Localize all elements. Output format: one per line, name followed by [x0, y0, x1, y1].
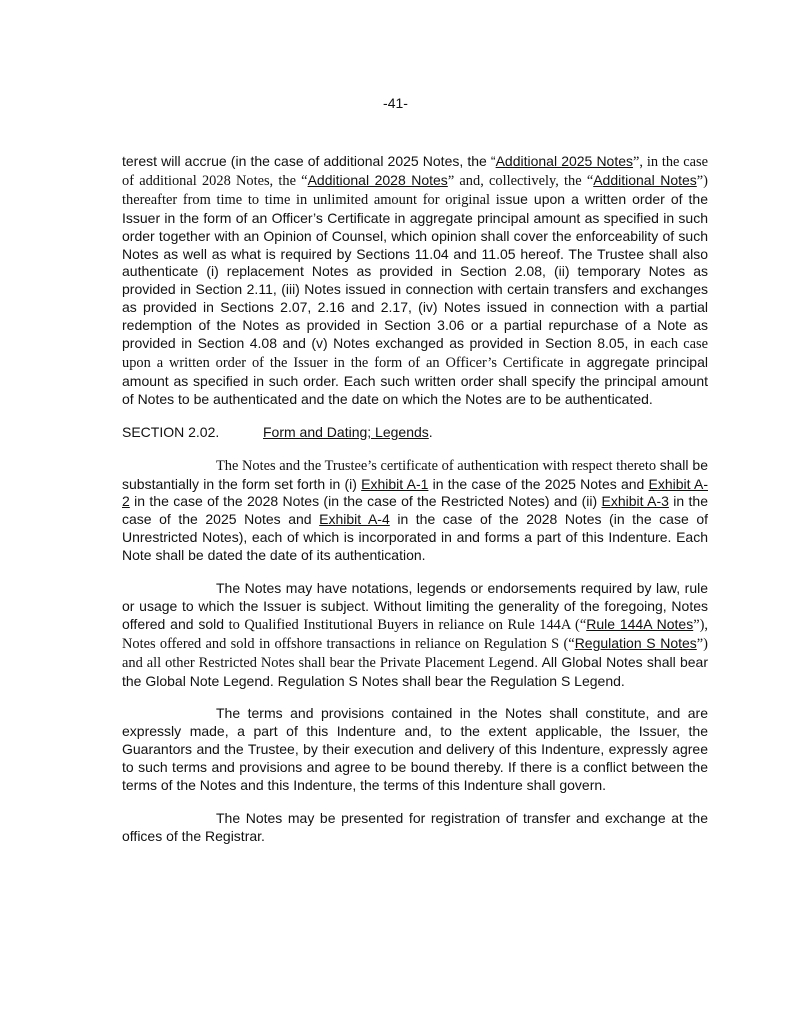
text-run: shall be substantially in the form set forth in (i): [122, 456, 708, 492]
text-run: sue upon a written order of the Issuer in the form of an Officer’s Certificate in aggregate principal amount as speci: [122, 190, 708, 226]
text-run: ”), Notes offered and sold in offshore transactions in reliance on Regulation S (“: [122, 616, 708, 652]
text-run: aggregate principal amount as specified in such order. Each such written order shall specify the principal amount of Notes to be authenticated and the date on which the Notes are to be authenticated.: [122, 353, 708, 407]
text-run: in the case of the 2025 Notes and: [428, 475, 649, 492]
paragraph-terms-and-provisions: The terms and provisions contained in the Notes shall constitute, and are expressly made, a part of this Indenture and, to the extent applicable, the Issuer, the Guarantors and the Trustee, by their execution and delivery of this Indenture, expressly agree to such terms and provisions and agree to be bound thereby. If there is a conflict between the terms of the Notes and this Indenture, the terms of this Indenture shall govern.: [122, 705, 708, 794]
defined-term-regulation-s-notes: Regulation S Notes: [574, 634, 697, 651]
exhibit-a3-reference: Exhibit A-3: [601, 493, 669, 510]
text-run: ”) thereafter from time to time in unlimited amount for original is: [122, 172, 708, 208]
exhibit-a2-reference: Exhibit A-2: [122, 475, 708, 510]
text-run: in the case of the 2028 Notes (in the case of Unrestricted Notes), each of which is incorporated in and forms a part of this Indenture. Each Note shall be dated the date of its authentication.: [122, 511, 708, 564]
section-title-period: .: [428, 423, 433, 440]
paragraph-registration: The Notes may be presented for registration of transfer and exchange at the offices of the Registrar.: [122, 810, 708, 844]
text-run: The Notes may have notations, legends or endorsements required by law, rule or usage to which the Issuer is subject. Without limiting the generality of the foregoing, Notes offered and sold: [122, 580, 708, 632]
exhibit-a4-reference: Exhibit A-4: [319, 511, 390, 528]
text-run: to Qualified Institutional Buyers in reliance on Rule 144A (“: [224, 616, 587, 633]
document-body: [122, 153, 708, 861]
text-run: terest will accrue (in the case of additional 2025 Notes, the “: [122, 153, 496, 169]
defined-term-additional-2028-notes: Additional 2028 Notes: [307, 171, 448, 188]
text-run: ”) and all other Restricted Notes shall bear the Private Placement Leg: [122, 635, 708, 671]
defined-term-additional-notes: Additional Notes: [593, 171, 697, 188]
text-run: fied in such order together with an Opinion of Counsel, which opinion shall cover the enforceability of such Notes as well as what is required by Sections 11.04 and 11.05 hereof. The Trustee shall also authenticate (i) replacement Notes as provided in Section 2.08, (ii) temporary Notes as provided in Section 2.11, (iii) Notes issued in connection with certain transfers and exchanges as provided in Sections 2.07, 2.16 and 2.17, (iv) Notes issued in connection with a partial redemption of the Notes as provided in Section 3.06 or a partial repurchase of a Note as provided in Section 4.08 and (v) Notes exchanged as provided in Section 8.05, in e: [122, 209, 708, 352]
paragraph-authentication: [122, 153, 708, 409]
text-run: The Notes and the Trustee’s certificate of authentication with respect thereto: [216, 457, 660, 474]
exhibit-a1-reference: Exhibit A-1: [361, 475, 429, 492]
text-run: ” and, collectively, the “: [447, 172, 594, 189]
section-heading: [122, 424, 708, 442]
text-run: ach case upon a written order of the Issuer in the form of an Officer’s Certificate in: [122, 336, 708, 371]
paragraph-form-and-dating: [122, 457, 708, 565]
text-run: in the case of the 2028 Notes (in the case of the Restricted Notes) and (ii): [129, 493, 602, 510]
paragraph-legends: [122, 580, 708, 690]
section-number: SECTION 2.02.: [122, 423, 220, 440]
defined-term-rule-144a-notes: Rule 144A Notes: [586, 615, 694, 632]
text-run: end. All Global Notes shall bear the Global Note Legend. Regulation S Notes shall bear the Regulation S Legend.: [122, 653, 708, 689]
defined-term-additional-2025-notes: Additional 2025 Notes: [495, 153, 634, 169]
text-run: in the case of the 2025 Notes and: [122, 493, 708, 528]
page-number: -41-: [383, 95, 408, 111]
text-run: ”, in the case of additional 2028 Notes, the “: [122, 154, 708, 189]
section-title: Form and Dating; Legends: [263, 423, 429, 440]
